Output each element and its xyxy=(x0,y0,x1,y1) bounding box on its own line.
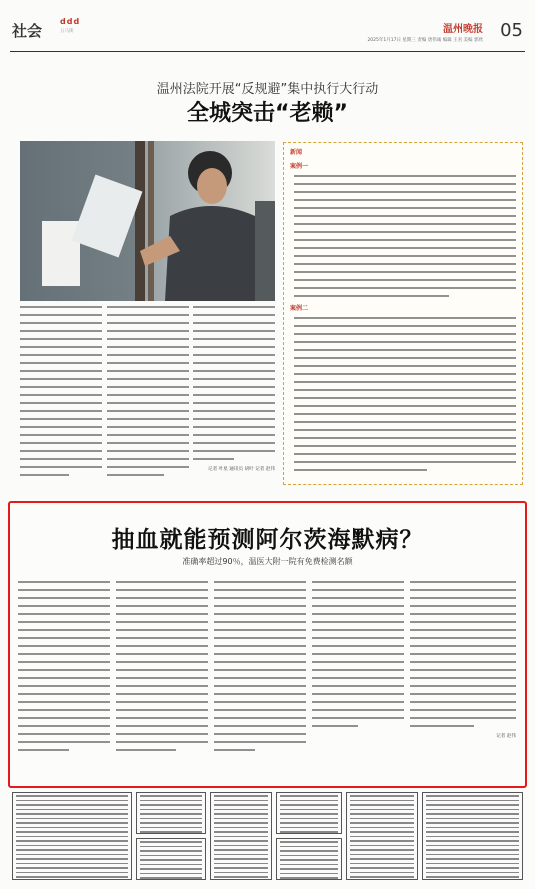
ad-block xyxy=(276,838,342,880)
column-logo-sub: 五马街 xyxy=(60,29,74,34)
masthead xyxy=(10,14,525,52)
section-name: 社会 xyxy=(12,22,43,40)
article2-headline: 抽血就能预测阿尔茨海默病？ xyxy=(111,527,424,553)
ad-block xyxy=(346,792,418,880)
article2-column-1 xyxy=(18,581,110,757)
article2-column-2 xyxy=(116,581,208,757)
article2-column-3 xyxy=(214,581,306,757)
article1-column-2 xyxy=(107,306,189,482)
article2-column-4 xyxy=(312,581,404,733)
page-number: 05 xyxy=(500,20,523,41)
ad-block xyxy=(136,838,206,880)
case1-text xyxy=(294,175,516,303)
article1-column-3 xyxy=(193,306,275,474)
ad-block xyxy=(276,792,342,834)
photo-illustration xyxy=(20,141,275,301)
case2-text xyxy=(294,317,516,477)
ad-block xyxy=(210,792,272,880)
date-line: 2025年1月17日 星期三 责编 唐伟诚 编辑 王君 美编 郭欣 xyxy=(367,38,483,43)
sidebar-tag: 新闻 xyxy=(290,149,303,156)
article1-byline: 记者 叶星 通讯员 胡叶 记者 赵伟 xyxy=(207,467,275,472)
article1-kicker: 温州法院开展“反规避”集中执行大行动 xyxy=(156,82,379,97)
news-photo xyxy=(20,141,275,301)
article2-byline: 记者 赵伟 xyxy=(496,734,516,739)
ad-block xyxy=(12,792,132,880)
article1-headline: 全城突击“老赖” xyxy=(187,101,348,126)
ad-block xyxy=(422,792,523,880)
paper-name: 温州晚报 xyxy=(443,24,483,35)
classified-ads xyxy=(12,792,525,882)
case-sidebox xyxy=(283,142,523,485)
article2-subhead: 准确率超过90％，温医大附一院有免费检测名额 xyxy=(182,557,353,566)
article2-column-5 xyxy=(410,581,516,741)
ad-block xyxy=(136,792,206,834)
column-logo: ddd xyxy=(60,17,81,26)
case2-label: 案例二 xyxy=(290,305,309,312)
highlighted-article xyxy=(8,501,527,788)
article1-column-1 xyxy=(20,306,102,482)
case1-label: 案例一 xyxy=(290,163,309,170)
